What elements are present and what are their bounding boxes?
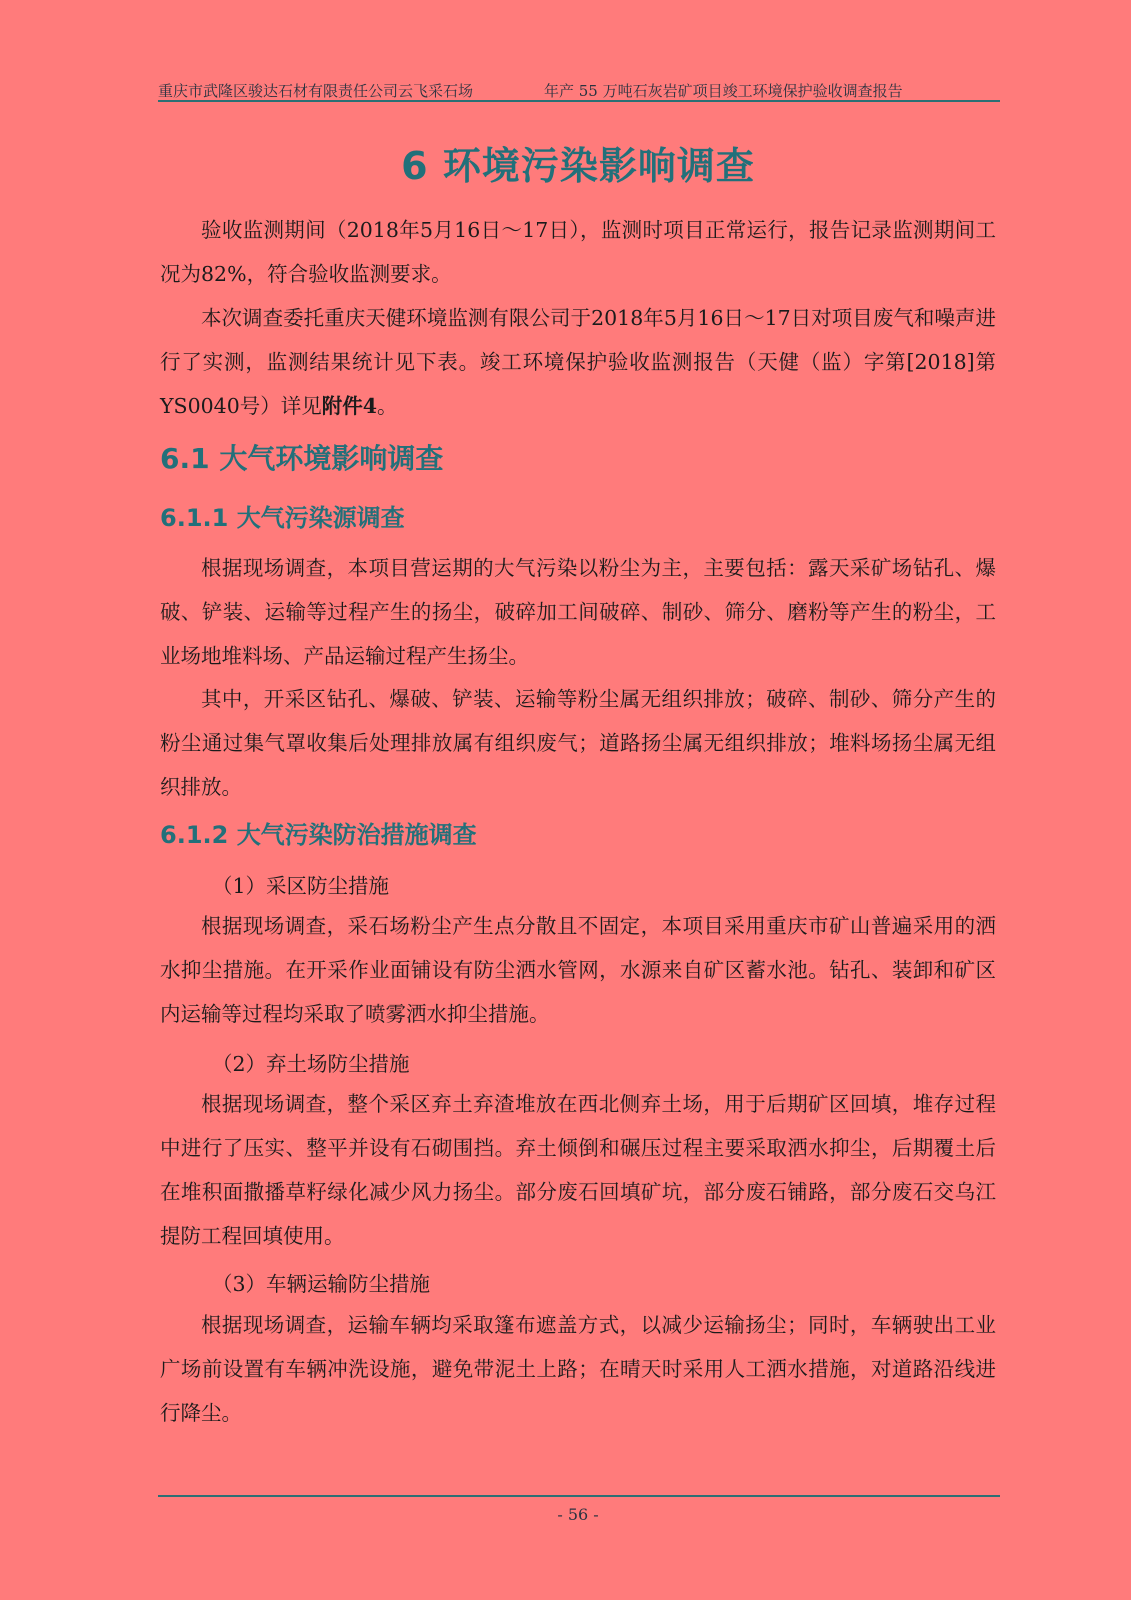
- appendix-reference: 附件4: [321, 394, 378, 418]
- item-2-title: （2）弃土场防尘措施: [212, 1052, 410, 1076]
- section-6-1-2-heading: 6.1.2 大气污染防治措施调查: [160, 821, 477, 849]
- item-2-paragraph: 根据现场调查，整个采区弃土弃渣堆放在西北侧弃土场，用于后期矿区回填，堆存过程中进行了压实、整平并设有石砌围挡。弃土倾倒和碾压过程主要采取洒水抑尘，后期覆土后在堆积面撒播草籽绿化减少风力扬尘。部分废石回填矿坑，部分废石铺路，部分废石交乌江提防工程回填使用。: [160, 1092, 996, 1248]
- section-6-1-1-paragraph-1: 根据现场调查，本项目营运期的大气污染以粉尘为主，主要包括：露天采矿场钻孔、爆破、铲装、运输等过程产生的扬尘，破碎加工间破碎、制砂、筛分、磨粉等产生的粉尘，工业场地堆料场、产品运输过程产生扬尘。: [160, 556, 996, 668]
- header-company: 重庆市武隆区骏达石材有限责任公司云飞采石场: [158, 82, 474, 100]
- intro-paragraph-1: 验收监测期间（2018年5月16日～17日），监测时项目正常运行，报告记录监测期间工况为82%，符合验收监测要求。: [160, 218, 996, 286]
- item-1-paragraph: 根据现场调查，采石场粉尘产生点分散且不固定，本项目采用重庆市矿山普遍采用的洒水抑尘措施。在开采作业面铺设有防尘洒水管网，水源来自矿区蓄水池。钻孔、装卸和矿区内运输等过程均采取了喷雾洒水抑尘措施。: [160, 914, 996, 1026]
- item-3-paragraph: 根据现场调查，运输车辆均采取篷布遮盖方式，以减少运输扬尘；同时，车辆驶出工业广场前设置有车辆冲洗设施，避免带泥土上路；在晴天时采用人工洒水措施，对道路沿线进行降尘。: [160, 1313, 996, 1425]
- item-1-title: （1）采区防尘措施: [212, 874, 390, 898]
- section-6-1-heading: 6.1 大气环境影响调查: [160, 442, 444, 475]
- header-rule: [158, 100, 1000, 102]
- page-number: - 56 -: [557, 1505, 599, 1524]
- section-6-1-1-paragraph-2: 其中，开采区钻孔、爆破、铲装、运输等粉尘属无组织排放；破碎、制砂、筛分产生的粉尘通过集气罩收集后处理排放属有组织废气；道路扬尘属无组织排放；堆料场扬尘属无组织排放。: [160, 687, 996, 799]
- intro-paragraph-2: [160, 296, 996, 428]
- intro-paragraph-2-text: 本次调查委托重庆天健环境监测有限公司于2018年5月16日～17日对项目废气和噪声进行了实测，监测结果统计见下表。竣工环境保护验收监测报告（天健（监）字第[2018]第YS0040号）详见: [160, 306, 996, 418]
- footer-rule: [158, 1495, 1000, 1497]
- chapter-title: 6 环境污染影响调查: [401, 144, 755, 188]
- section-6-1-1-heading: 6.1.1 大气污染源调查: [160, 504, 405, 532]
- item-3-title: （3）车辆运输防尘措施: [212, 1272, 431, 1296]
- intro-paragraph-2-end: 。: [377, 394, 398, 418]
- header-report-title: 年产 55 万吨石灰岩矿项目竣工环境保护验收调查报告: [544, 82, 903, 100]
